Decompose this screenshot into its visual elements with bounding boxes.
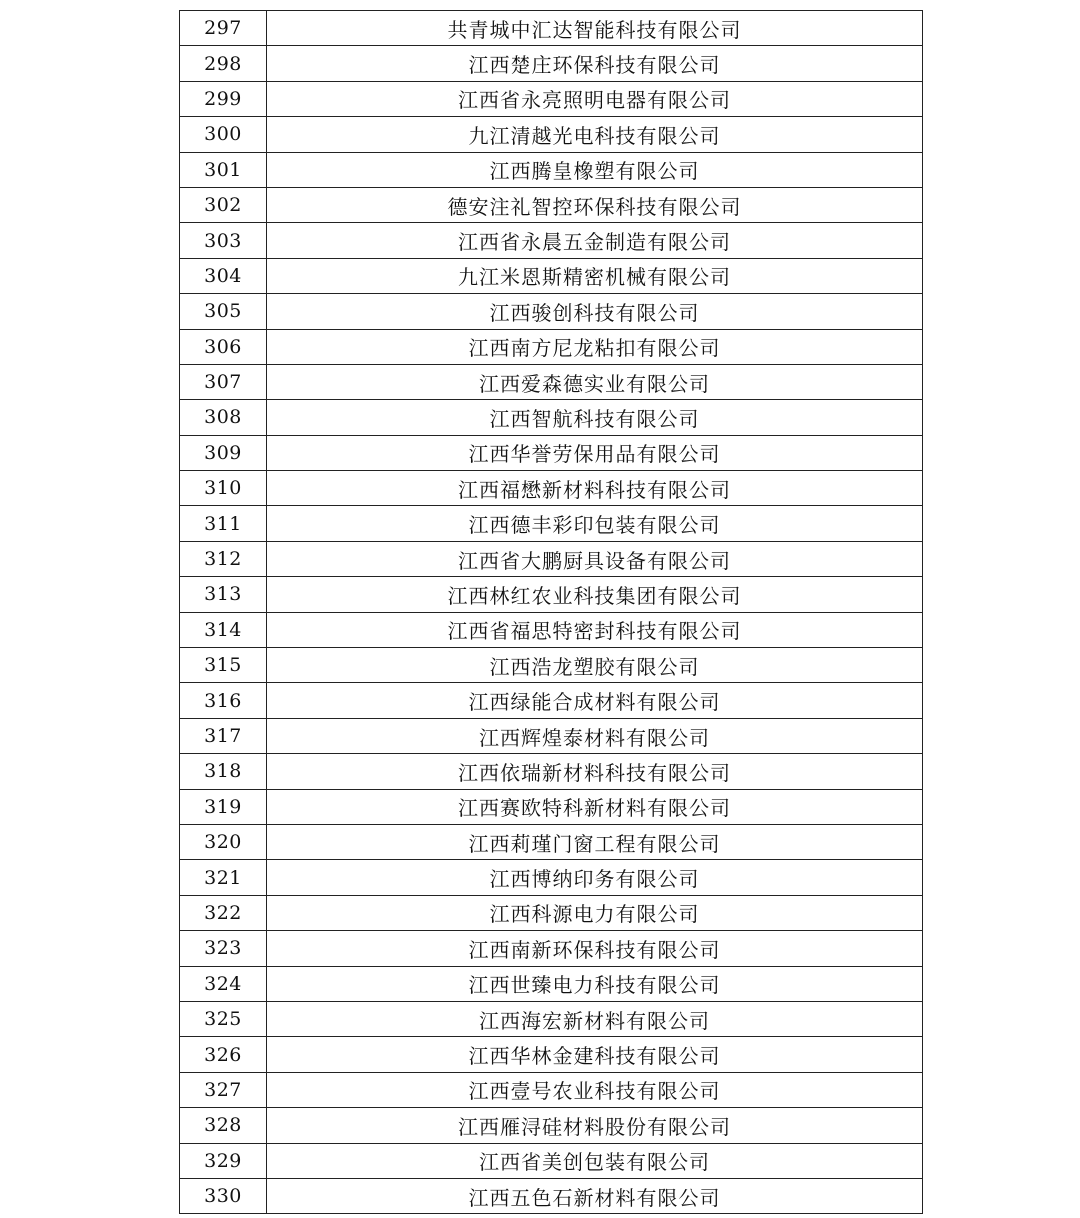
- company-name-cell: 江西五色石新材料有限公司: [267, 1178, 923, 1213]
- row-number-cell: 307: [180, 364, 267, 399]
- company-name-cell: 江西壹号农业科技有限公司: [267, 1072, 923, 1107]
- company-name-cell: 江西省美创包装有限公司: [267, 1143, 923, 1178]
- row-number-cell: 316: [180, 683, 267, 718]
- company-name-cell: 江西辉煌泰材料有限公司: [267, 718, 923, 753]
- row-number-cell: 300: [180, 117, 267, 152]
- table-row: [180, 966, 923, 1001]
- table-row: [180, 895, 923, 930]
- table-row: [180, 541, 923, 576]
- company-name-cell: 江西南方尼龙粘扣有限公司: [267, 329, 923, 364]
- table-row: [180, 329, 923, 364]
- table-row: [180, 860, 923, 895]
- table-row: [180, 46, 923, 81]
- row-number-cell: 298: [180, 46, 267, 81]
- table-row: [180, 648, 923, 683]
- row-number-cell: 317: [180, 718, 267, 753]
- row-number-cell: 301: [180, 152, 267, 187]
- table-row: [180, 506, 923, 541]
- table-row: [180, 187, 923, 222]
- company-name-cell: 江西德丰彩印包装有限公司: [267, 506, 923, 541]
- table-row: [180, 789, 923, 824]
- row-number-cell: 312: [180, 541, 267, 576]
- company-name-cell: 江西南新环保科技有限公司: [267, 931, 923, 966]
- table-row: [180, 471, 923, 506]
- company-name-cell: 江西海宏新材料有限公司: [267, 1001, 923, 1036]
- row-number-cell: 315: [180, 648, 267, 683]
- company-name-cell: 江西省永亮照明电器有限公司: [267, 81, 923, 116]
- table-row: [180, 1108, 923, 1143]
- row-number-cell: 318: [180, 754, 267, 789]
- company-name-cell: 江西赛欧特科新材料有限公司: [267, 789, 923, 824]
- company-name-cell: 江西华林金建科技有限公司: [267, 1037, 923, 1072]
- table-row: [180, 1037, 923, 1072]
- table-row: [180, 152, 923, 187]
- table-body: [180, 11, 923, 1214]
- company-name-cell: 江西依瑞新材料科技有限公司: [267, 754, 923, 789]
- table-row: [180, 1143, 923, 1178]
- row-number-cell: 330: [180, 1178, 267, 1213]
- company-name-cell: 江西浩龙塑胶有限公司: [267, 648, 923, 683]
- company-name-cell: 江西骏创科技有限公司: [267, 294, 923, 329]
- row-number-cell: 322: [180, 895, 267, 930]
- company-name-cell: 九江米恩斯精密机械有限公司: [267, 258, 923, 293]
- row-number-cell: 310: [180, 471, 267, 506]
- row-number-cell: 305: [180, 294, 267, 329]
- table-row: [180, 81, 923, 116]
- row-number-cell: 321: [180, 860, 267, 895]
- company-name-cell: 九江清越光电科技有限公司: [267, 117, 923, 152]
- row-number-cell: 320: [180, 824, 267, 859]
- company-name-cell: 江西爱森德实业有限公司: [267, 364, 923, 399]
- row-number-cell: 324: [180, 966, 267, 1001]
- row-number-cell: 319: [180, 789, 267, 824]
- row-number-cell: 308: [180, 400, 267, 435]
- row-number-cell: 311: [180, 506, 267, 541]
- company-name-cell: 江西智航科技有限公司: [267, 400, 923, 435]
- company-name-cell: 德安注礼智控环保科技有限公司: [267, 187, 923, 222]
- row-number-cell: 302: [180, 187, 267, 222]
- company-name-cell: 江西省永晨五金制造有限公司: [267, 223, 923, 258]
- row-number-cell: 328: [180, 1108, 267, 1143]
- table-row: [180, 1178, 923, 1213]
- company-name-cell: 江西省福思特密封科技有限公司: [267, 612, 923, 647]
- table-row: [180, 931, 923, 966]
- company-name-cell: 江西林红农业科技集团有限公司: [267, 577, 923, 612]
- table-row: [180, 435, 923, 470]
- row-number-cell: 304: [180, 258, 267, 293]
- row-number-cell: 314: [180, 612, 267, 647]
- company-name-cell: 江西楚庄环保科技有限公司: [267, 46, 923, 81]
- document-page: [179, 10, 923, 1214]
- table-row: [180, 400, 923, 435]
- company-name-cell: 江西世臻电力科技有限公司: [267, 966, 923, 1001]
- table-row: [180, 294, 923, 329]
- row-number-cell: 309: [180, 435, 267, 470]
- row-number-cell: 327: [180, 1072, 267, 1107]
- company-name-cell: 江西绿能合成材料有限公司: [267, 683, 923, 718]
- company-name-cell: 江西雁浔硅材料股份有限公司: [267, 1108, 923, 1143]
- row-number-cell: 326: [180, 1037, 267, 1072]
- table-row: [180, 364, 923, 399]
- row-number-cell: 325: [180, 1001, 267, 1036]
- company-name-cell: 江西省大鹏厨具设备有限公司: [267, 541, 923, 576]
- row-number-cell: 306: [180, 329, 267, 364]
- row-number-cell: 303: [180, 223, 267, 258]
- table-row: [180, 258, 923, 293]
- company-name-cell: 江西莉瑾门窗工程有限公司: [267, 824, 923, 859]
- table-row: [180, 11, 923, 46]
- table-row: [180, 718, 923, 753]
- table-row: [180, 612, 923, 647]
- company-name-cell: 江西华誉劳保用品有限公司: [267, 435, 923, 470]
- row-number-cell: 299: [180, 81, 267, 116]
- row-number-cell: 297: [180, 11, 267, 46]
- table-row: [180, 117, 923, 152]
- company-name-cell: 江西科源电力有限公司: [267, 895, 923, 930]
- company-name-cell: 共青城中汇达智能科技有限公司: [267, 11, 923, 46]
- company-list-table: [179, 10, 923, 1214]
- table-row: [180, 824, 923, 859]
- company-name-cell: 江西博纳印务有限公司: [267, 860, 923, 895]
- table-row: [180, 223, 923, 258]
- company-name-cell: 江西福懋新材料科技有限公司: [267, 471, 923, 506]
- table-row: [180, 1072, 923, 1107]
- table-row: [180, 754, 923, 789]
- company-name-cell: 江西腾皇橡塑有限公司: [267, 152, 923, 187]
- table-row: [180, 1001, 923, 1036]
- row-number-cell: 329: [180, 1143, 267, 1178]
- table-row: [180, 577, 923, 612]
- table-row: [180, 683, 923, 718]
- row-number-cell: 323: [180, 931, 267, 966]
- row-number-cell: 313: [180, 577, 267, 612]
